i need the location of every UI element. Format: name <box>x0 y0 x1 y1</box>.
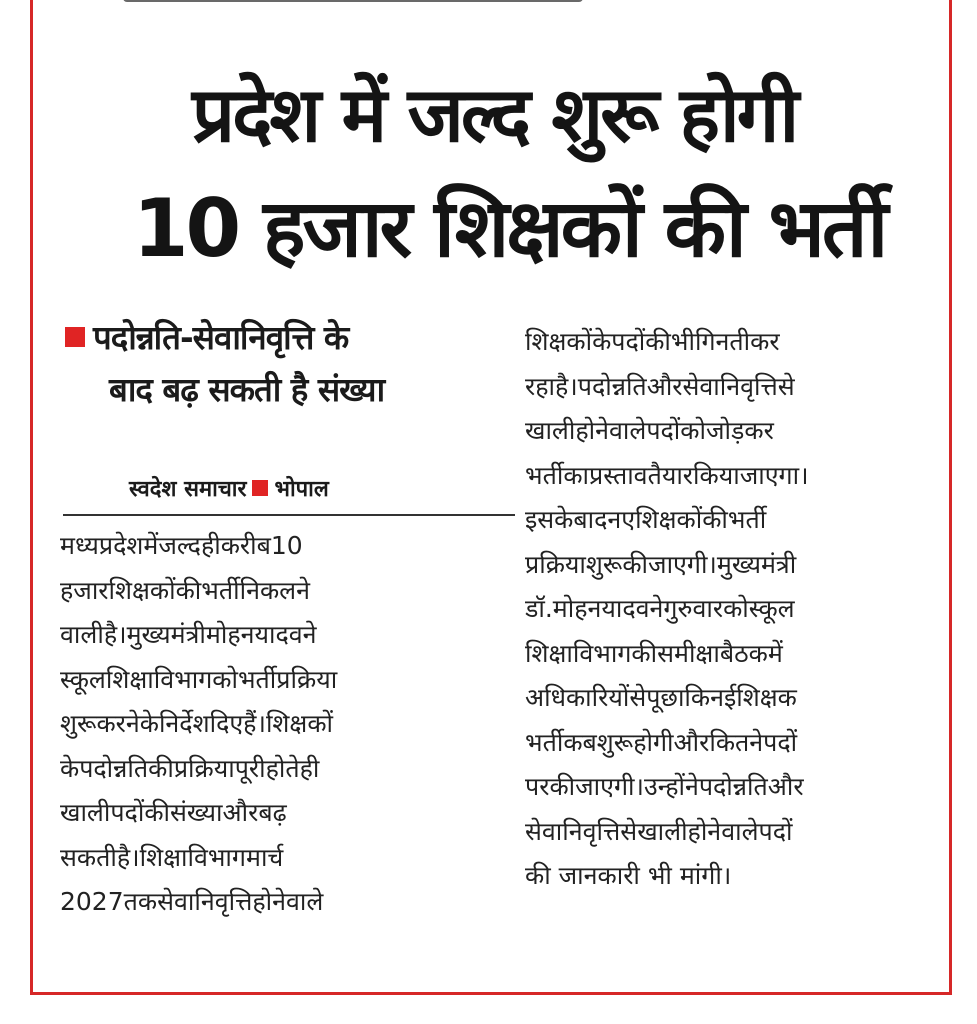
body-line: स्कूलशिक्षाविभागकोभर्तीप्रक्रिया <box>60 664 338 694</box>
red-square-bullet-icon <box>65 327 85 347</box>
body-line: सेवानिवृत्तिसेखालीहोनेवालेपदों <box>525 816 793 846</box>
body-line: की जानकारी भी मांगी। <box>525 861 732 890</box>
body-line: मध्यप्रदेशमेंजल्दहीकरीब10 <box>60 531 303 560</box>
body-line: हजारशिक्षकोंकीभर्तीनिकलने <box>60 575 310 605</box>
body-line: परकीजाएगी।उन्होंनेपदोन्नतिऔर <box>525 772 804 801</box>
headline <box>33 61 952 289</box>
body-column-right <box>525 320 952 899</box>
body-line: वालीहै।मुख्यमंत्रीमोहनयादवने <box>60 620 317 649</box>
body-line: शिक्षकोंकेपदोंकीभीगिनतीकर <box>525 327 780 356</box>
headline-line-2: 10 हजार शिक्षकों की भर्ती <box>132 182 886 276</box>
sub-headline-line-2: बाद बढ़ सकती है संख्या <box>109 370 385 409</box>
body-line: इसकेबादनएशिक्षकोंकीभर्ती <box>525 505 767 534</box>
article-clipping <box>30 0 952 995</box>
sub-headline <box>65 312 505 416</box>
dateline <box>129 470 329 510</box>
sub-headline-line-1 <box>65 312 505 364</box>
body-line: 2027तकसेवानिवृत्तिहोनेवाले <box>60 887 324 916</box>
body-line: भर्तीकाप्रस्तावतैयारकियाजाएगा। <box>525 460 809 490</box>
headline-line-1: प्रदेश में जल्द शुरू होगी <box>191 70 797 160</box>
dateline-divider <box>63 514 515 516</box>
body-column-left <box>60 524 518 925</box>
body-line: प्रक्रियाशुरूकीजाएगी।मुख्यमंत्री <box>525 549 797 579</box>
sub-headline-text-1: पदोन्नति-सेवानिवृत्ति के <box>93 318 349 357</box>
body-line: रहाहै।पदोन्नतिऔरसेवानिवृत्तिसे <box>525 371 795 401</box>
body-line: डॉ.मोहनयादवनेगुरुवारकोस्कूल <box>525 594 795 623</box>
body-line: भर्तीकबशुरूहोगीऔरकितनेपदों <box>525 727 798 757</box>
body-line: खालीहोनेवालेपदोंकोजोड़कर <box>525 416 774 445</box>
body-line: अधिकारियोंसेपूछाकिनईशिक्षक <box>525 683 797 712</box>
body-line: सकतीहै।शिक्षाविभागमार्च <box>60 842 284 872</box>
dateline-source: स्वदेश समाचार <box>129 477 247 502</box>
previous-headline-fragment <box>123 0 583 2</box>
body-line: खालीपदोंकीसंख्याऔरबढ़ <box>60 798 287 827</box>
dateline-place: भोपाल <box>274 477 329 502</box>
body-line: शुरूकरनेकेनिर्देशदिएहैं।शिक्षकों <box>60 709 334 738</box>
body-line: केपदोन्नतिकीप्रक्रियापूरीहोतेही <box>60 753 320 783</box>
body-line: शिक्षाविभागकीसमीक्षाबैठकमें <box>525 638 783 668</box>
red-square-separator-icon <box>252 480 268 496</box>
